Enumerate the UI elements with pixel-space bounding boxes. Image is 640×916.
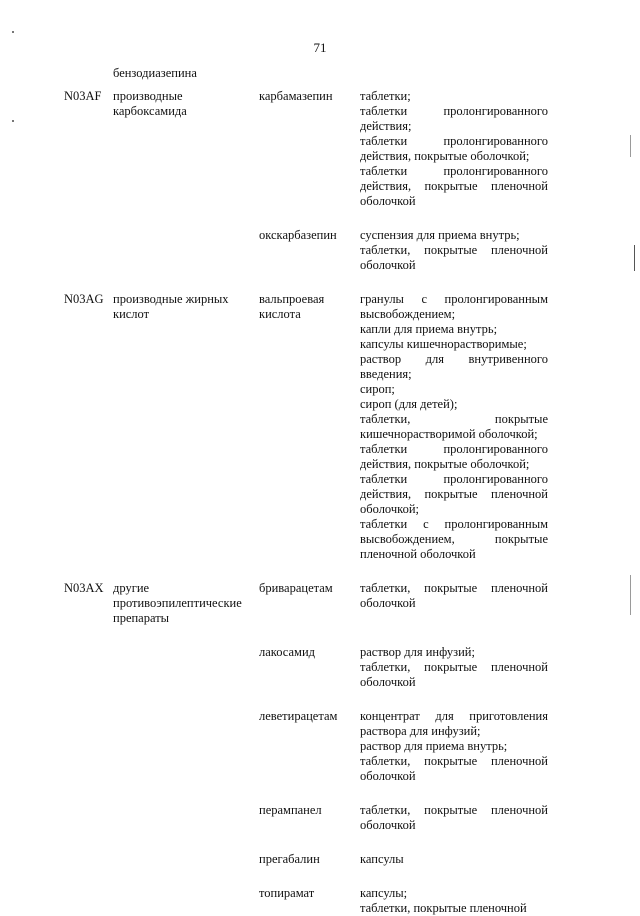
dosage-form: суспензия для приема внутрь; bbox=[360, 228, 520, 242]
drug-name: окскарбазепин bbox=[259, 228, 337, 242]
dosage-form: раствор для приема внутрь; bbox=[360, 739, 508, 753]
table-row bbox=[64, 852, 548, 867]
dosage-form: таблетки, покрытые пленочной оболочкой bbox=[360, 660, 548, 689]
table-row bbox=[64, 709, 548, 784]
dosage-form: таблетки пролонгированного действия; bbox=[360, 104, 548, 133]
dosage-form: таблетки пролонгированного действия, покрытые пленочной оболочкой; bbox=[360, 472, 548, 516]
drug-name: вальпроевая кислота bbox=[259, 292, 325, 321]
intro-text: бензодиазепина bbox=[113, 66, 197, 80]
drug-table bbox=[64, 89, 548, 916]
scan-edge-mark bbox=[630, 575, 631, 615]
dosage-form: капсулы; bbox=[360, 886, 408, 900]
dosage-form: раствор для внутривенного введения; bbox=[360, 352, 548, 381]
dosage-form: таблетки с пролонгированным высвобождением, покрытые пленочной оболочкой bbox=[360, 517, 548, 561]
atc-group-name: другие противоэпилептические препараты bbox=[113, 581, 242, 625]
dosage-forms bbox=[360, 228, 548, 273]
table-row bbox=[64, 581, 548, 626]
dosage-form: раствор для инфузий; bbox=[360, 645, 475, 659]
scan-edge-mark bbox=[630, 135, 631, 157]
dosage-form: таблетки; bbox=[360, 89, 411, 103]
page-number: 71 bbox=[313, 40, 327, 55]
dosage-form: таблетки пролонгированного действия, покрытые оболочкой; bbox=[360, 442, 548, 471]
table-row bbox=[64, 886, 548, 916]
dosage-form: капсулы кишечнорастворимые; bbox=[360, 337, 527, 351]
dosage-form: таблетки, покрытые пленочной bbox=[360, 901, 527, 915]
dosage-forms bbox=[360, 709, 548, 784]
dosage-form: таблетки, покрытые пленочной оболочкой bbox=[360, 803, 548, 832]
drug-name: леветирацетам bbox=[259, 709, 338, 723]
dosage-form: таблетки, покрытые пленочной оболочкой bbox=[360, 754, 548, 783]
dosage-form: капсулы bbox=[360, 852, 404, 866]
atc-group-name: производные жирных кислот bbox=[113, 292, 229, 321]
drug-name: топирамат bbox=[259, 886, 315, 900]
atc-code: N03AX bbox=[64, 581, 104, 595]
dosage-forms bbox=[360, 292, 548, 562]
drug-name: лакосамид bbox=[259, 645, 315, 659]
dosage-form: концентрат для приготовления раствора для инфузий; bbox=[360, 709, 548, 738]
atc-code: N03AF bbox=[64, 89, 102, 103]
table-row bbox=[64, 228, 548, 273]
scan-dot bbox=[12, 31, 14, 33]
dosage-form: таблетки, покрытые пленочной оболочкой bbox=[360, 581, 548, 610]
scan-dot bbox=[12, 120, 14, 122]
dosage-forms bbox=[360, 886, 548, 916]
dosage-form: сироп; bbox=[360, 382, 395, 396]
dosage-forms bbox=[360, 803, 548, 833]
table-row bbox=[64, 803, 548, 833]
dosage-form: таблетки пролонгированного действия, покрытые пленочной оболочкой bbox=[360, 164, 548, 208]
table-row bbox=[64, 89, 548, 209]
drug-name: карбамазепин bbox=[259, 89, 333, 103]
atc-group-name: производные карбоксамида bbox=[113, 89, 187, 118]
table-row bbox=[64, 645, 548, 690]
dosage-form: гранулы с пролонгированным высвобождением; bbox=[360, 292, 548, 321]
dosage-forms bbox=[360, 852, 548, 867]
table-row bbox=[64, 292, 548, 562]
atc-code: N03AG bbox=[64, 292, 104, 306]
dosage-forms bbox=[360, 645, 548, 690]
dosage-forms bbox=[360, 89, 548, 209]
dosage-forms bbox=[360, 581, 548, 626]
scan-edge-mark bbox=[634, 245, 635, 271]
dosage-form: сироп (для детей); bbox=[360, 397, 458, 411]
drug-name: перампанел bbox=[259, 803, 322, 817]
drug-table-body bbox=[64, 89, 548, 916]
dosage-form: капли для приема внутрь; bbox=[360, 322, 498, 336]
drug-name: прегабалин bbox=[259, 852, 320, 866]
drug-name: бриварацетам bbox=[259, 581, 333, 595]
dosage-form: таблетки, покрытые кишечнорастворимой оболочкой; bbox=[360, 412, 548, 441]
dosage-form: таблетки пролонгированного действия, покрытые оболочкой; bbox=[360, 134, 548, 163]
dosage-form: таблетки, покрытые пленочной оболочкой bbox=[360, 243, 548, 272]
